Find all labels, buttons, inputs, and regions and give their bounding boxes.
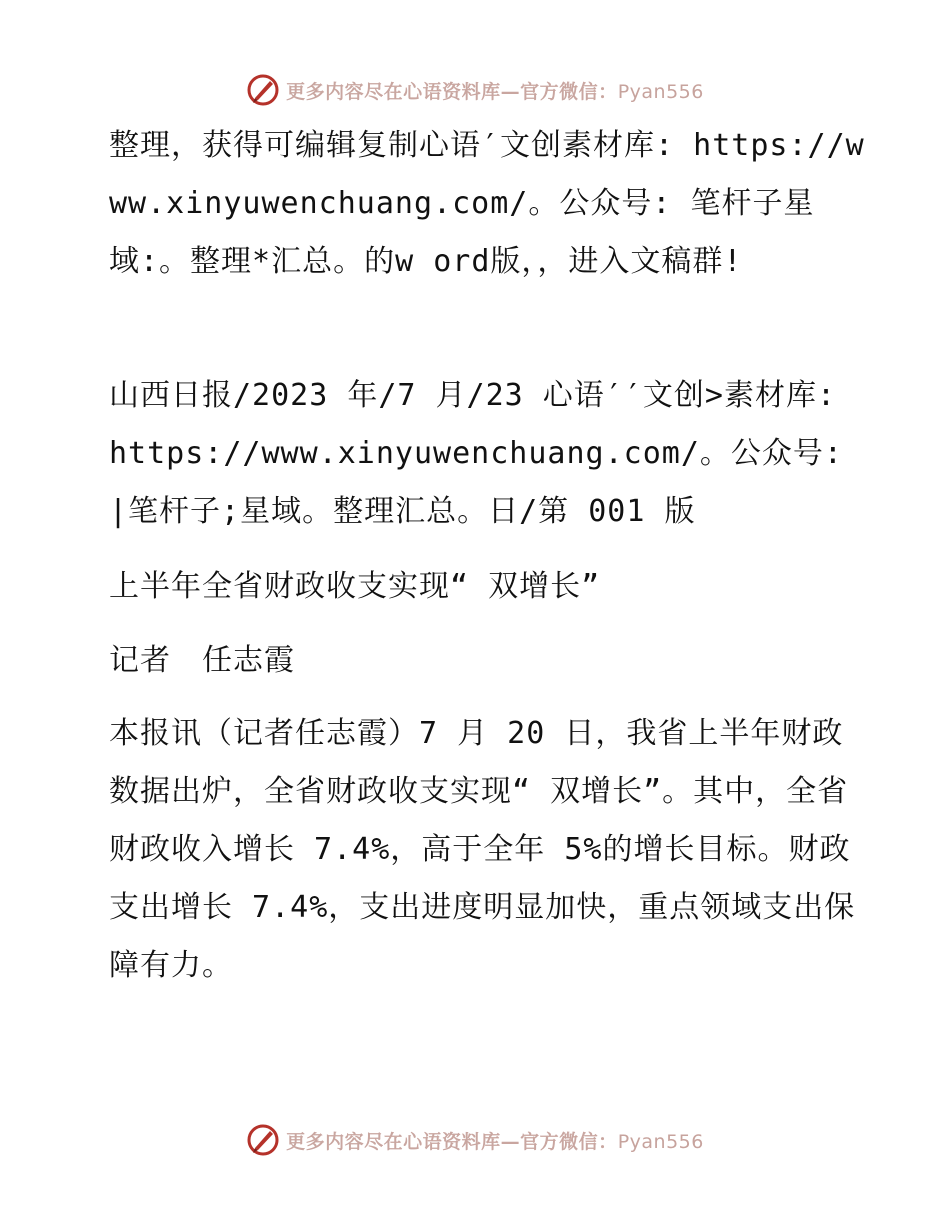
header-contact-text: —官方微信：	[500, 80, 618, 103]
footer-banner-text	[286, 1127, 704, 1154]
header-banner-text	[286, 77, 704, 104]
footer-banner	[0, 1120, 950, 1160]
header-banner	[0, 70, 950, 110]
paragraph-source-notice: 整理，获得可编辑复制心语′文创素材库: https://www.xinyuwenchuang.com/。公众号: 笔杆子星域:。整理*汇总。的w ord版，，进入文稿群!	[109, 128, 865, 279]
article-headline: 上半年全省财政收支实现“ 双增长”	[109, 569, 601, 604]
footer-brand-text: 更多内容尽在心语资料库	[286, 1130, 501, 1153]
footer-handle-text: Pyan556	[617, 1130, 704, 1153]
footer-contact-text: —官方微信：	[500, 1130, 618, 1153]
header-handle-text: Pyan556	[617, 80, 704, 103]
header-brand-text: 更多内容尽在心语资料库	[286, 80, 501, 103]
quill-pen-logo-icon	[246, 1123, 280, 1157]
paragraph-newspaper-meta: 山西日报/2023 年/7 月/23 心语′′文创>素材库: https://www.xinyuwenchuang.com/。公众号: |笔杆子;星域。整理汇总。日/第 001 版	[109, 378, 843, 529]
article-byline: 记者 任志霞	[109, 643, 295, 678]
quill-pen-logo-icon	[246, 73, 280, 107]
article-body: 本报讯（记者任志霞）7 月 20 日，我省上半年财政数据出炉，全省财政收支实现“ 双增长”。其中，全省财政收入增长 7.4%，高于全年 5%的增长目标。财政支出增长 7.4%，支出进度明显加快，重点领域支出保障有力。	[109, 716, 856, 983]
